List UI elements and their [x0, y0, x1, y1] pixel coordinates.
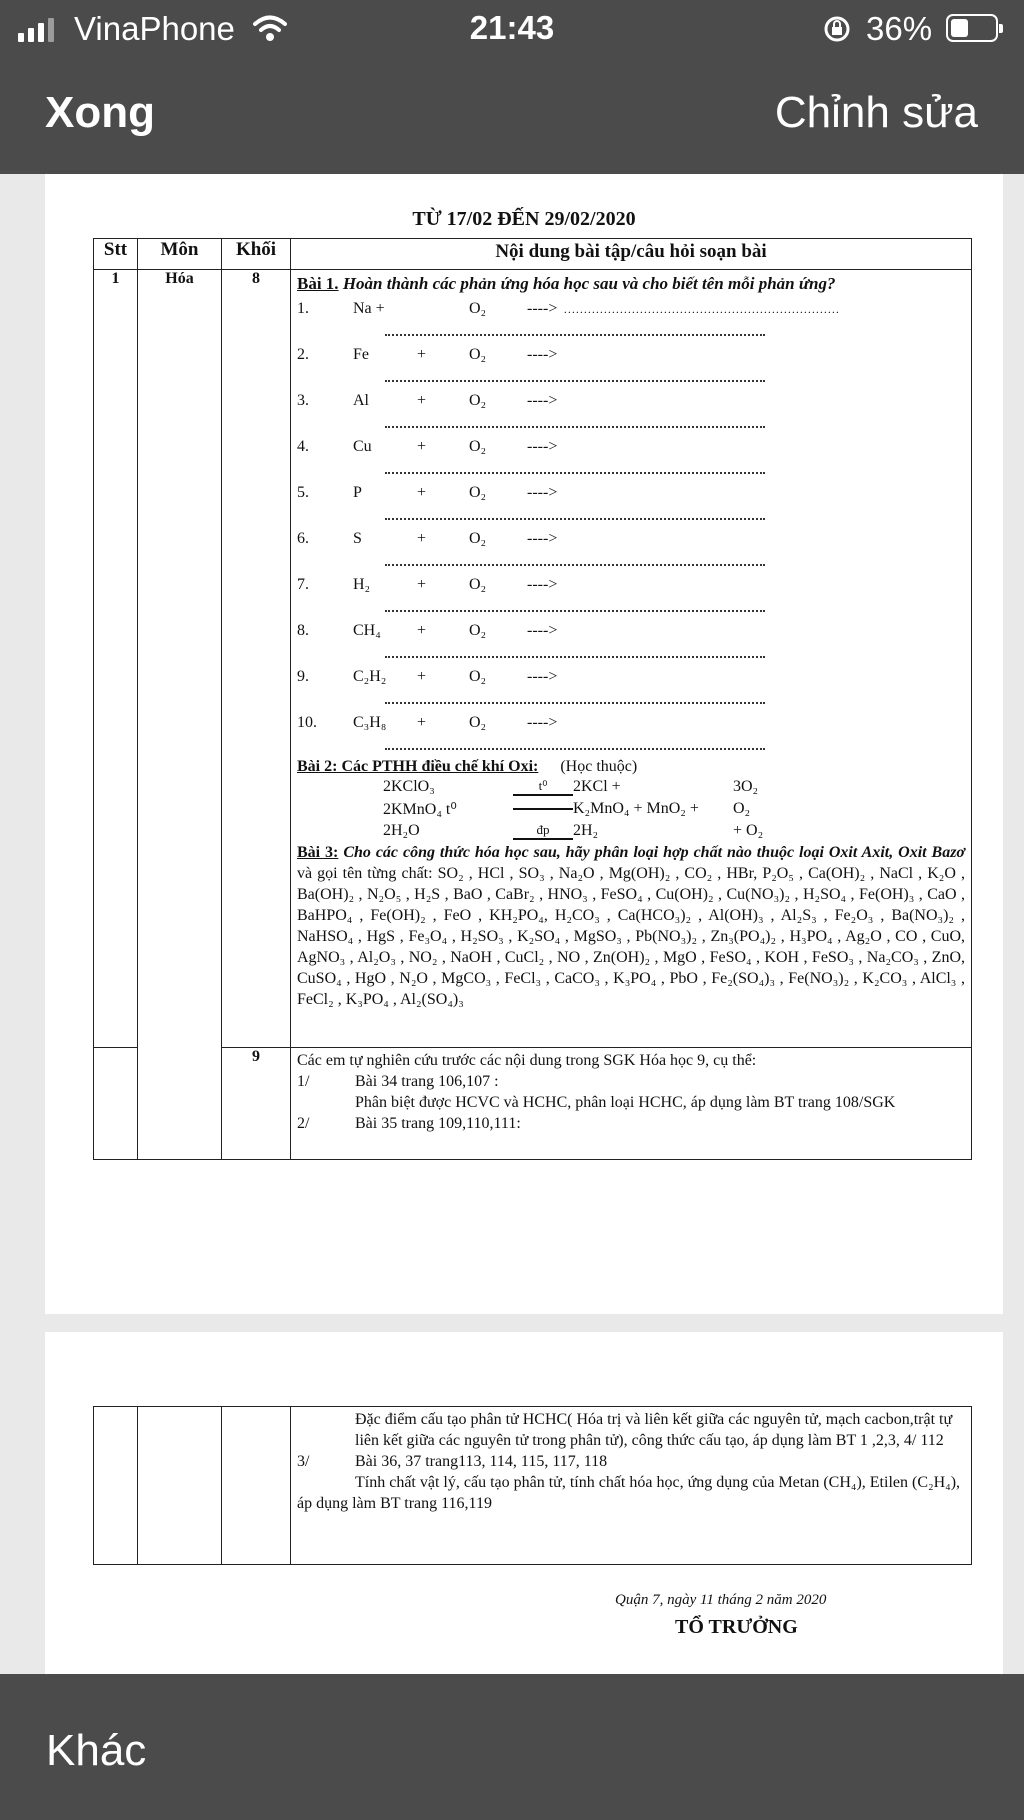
document-page-2	[45, 1332, 1003, 1674]
answer-line	[385, 688, 765, 704]
reaction-row	[297, 298, 965, 320]
reaction-arrow: ---->	[527, 346, 558, 363]
answer-line	[385, 642, 765, 658]
exercise-2-label: Bài 2: Các PTHH điều chế khí Oxi:	[297, 758, 539, 775]
reaction-number: 4.	[297, 438, 309, 455]
reaction-row	[297, 344, 965, 366]
equation-right: 2KCl +	[573, 778, 621, 795]
grade9-item-1	[297, 1071, 965, 1092]
document-viewer[interactable]	[0, 174, 1024, 1674]
cell-empty	[222, 1407, 291, 1565]
reaction-number: 3.	[297, 392, 309, 409]
exercise-3-lead: Cho các công thức hóa học sau, hãy phân loại hợp chất nào thuộc loại Oxit Axit, Oxit Bazơ	[343, 844, 966, 861]
answer-line	[385, 320, 765, 336]
equation-product: + O₂	[733, 822, 764, 839]
reaction-plus: +	[417, 714, 427, 731]
cell-content	[291, 270, 972, 1048]
grade9-item-2	[297, 1113, 965, 1134]
cell-content-9	[291, 1048, 972, 1160]
answer-line	[385, 504, 765, 520]
reaction-oxygen: O₂	[469, 484, 487, 501]
reaction-row	[297, 574, 965, 596]
grade9-intro: Các em tự nghiên cứu trước các nội dung trong SGK Hóa học 9, cụ thể:	[297, 1052, 757, 1069]
answer-line	[385, 458, 765, 474]
equation-condition: t⁰	[513, 778, 573, 796]
signature-place-date: Quận 7, ngày 11 tháng 2 năm 2020	[615, 1592, 827, 1608]
header-khoi: Khối	[222, 239, 291, 270]
item-3-description: Tính chất vật lý, cấu tạo phân tử, tính chất hóa học, ứng dụng của Metan (CH₄), Etilen (C₂H₄), áp dụng làm BT trang 116,119	[297, 1474, 961, 1512]
answer-line	[385, 366, 765, 382]
reaction-plus: +	[417, 346, 427, 363]
equation-product: O₂	[733, 800, 751, 817]
equation-row	[383, 820, 965, 842]
item-2-number: 2/	[297, 1115, 310, 1132]
reaction-plus: +	[417, 576, 427, 593]
equation-condition	[513, 808, 573, 810]
header-mon: Môn	[138, 239, 222, 270]
reaction-arrow: ---->	[527, 438, 558, 455]
reaction-plus: +	[417, 622, 427, 639]
reaction-arrow: ---->	[527, 300, 558, 317]
reaction-row	[297, 436, 965, 458]
answer-line	[385, 734, 765, 750]
reaction-oxygen: O₂	[469, 576, 487, 593]
reaction-reactant: Al	[353, 392, 369, 409]
equation-product: 3O₂	[733, 778, 759, 795]
item-2-description: Đặc điểm cấu tạo phân tử HCHC( Hóa trị và liên kết giữa các nguyên tử, mạch cacbon,trật tự liên kết giữa các nguyên tử trong phân tử), công thức cấu tạo, áp dụng làm BT 1 ,2,3, 4/ 112	[355, 1411, 953, 1449]
signature-title: TỔ TRƯỞNG	[675, 1616, 798, 1638]
reaction-number: 5.	[297, 484, 309, 501]
reaction-oxygen: O₂	[469, 392, 487, 409]
reaction-oxygen: O₂	[469, 622, 487, 639]
reaction-arrow: ---->	[527, 484, 558, 501]
reaction-number: 7.	[297, 576, 309, 593]
grade9-item-3	[297, 1451, 965, 1472]
answer-line	[385, 412, 765, 428]
reaction-oxygen: O₂	[469, 530, 487, 547]
reaction-reactant: P	[353, 484, 362, 501]
exercise-3	[297, 842, 965, 1010]
carrier-name: VinaPhone	[74, 10, 235, 47]
cell-mon: Hóa	[138, 270, 222, 1160]
reaction-blank: ……………………………………………………………	[563, 301, 840, 316]
item-1-title: Bài 34 trang 106,107 :	[355, 1073, 499, 1090]
table-row	[94, 270, 972, 1048]
exercise-1-title	[297, 274, 965, 294]
battery-icon	[946, 14, 998, 42]
reaction-oxygen: O₂	[469, 300, 487, 317]
exercise-2-title	[297, 758, 965, 776]
cell-content-continued	[291, 1407, 972, 1565]
reaction-plus: +	[417, 484, 427, 501]
item-1-description: Phân biệt được HCVC và HCHC, phân loại HCHC, áp dụng làm BT trang 108/SGK	[355, 1094, 896, 1111]
table-row	[94, 1048, 972, 1160]
reaction-reactant: Fe	[353, 346, 369, 363]
equation-row	[383, 776, 965, 798]
reaction-plus: +	[417, 438, 427, 455]
orientation-lock-icon	[822, 14, 852, 44]
reaction-number: 10.	[297, 714, 317, 731]
battery-percentage: 36%	[866, 10, 933, 47]
reaction-number: 2.	[297, 346, 309, 363]
cell-khoi-9: 9	[222, 1048, 291, 1160]
equation-left: 2H₂O	[383, 822, 420, 839]
reaction-arrow: ---->	[527, 576, 558, 593]
cell-stt: 1	[94, 270, 138, 1048]
homework-table-continued	[93, 1406, 972, 1565]
reaction-reactant: C₃H₈	[353, 714, 387, 731]
equation-row	[383, 798, 965, 820]
reaction-reactant: S	[353, 530, 362, 547]
reaction-arrow: ---->	[527, 392, 558, 409]
reaction-number: 1.	[297, 300, 309, 317]
document-page-1	[45, 174, 1003, 1314]
cell-empty	[138, 1407, 222, 1565]
item-3-number: 3/	[297, 1453, 310, 1470]
cell-khoi: 8	[222, 270, 291, 1048]
other-button[interactable]: Khác	[46, 1726, 147, 1775]
reaction-arrow: ---->	[527, 714, 558, 731]
reaction-oxygen: O₂	[469, 668, 487, 685]
table-row	[94, 1407, 972, 1565]
reaction-list	[297, 298, 965, 750]
reaction-reactant: H₂	[353, 576, 371, 593]
bottom-toolbar	[0, 1674, 1024, 1820]
reaction-row	[297, 390, 965, 412]
homework-table	[93, 238, 972, 1160]
done-button[interactable]: Xong	[45, 88, 155, 137]
status-bar	[0, 0, 1024, 58]
reaction-oxygen: O₂	[469, 346, 487, 363]
exercise-1-text: Hoàn thành các phản ứng hóa học sau và cho biết tên mỗi phản ứng?	[342, 274, 836, 293]
answer-line	[385, 550, 765, 566]
reaction-arrow: ---->	[527, 668, 558, 685]
top-navigation-bar	[0, 0, 1024, 174]
reaction-row	[297, 528, 965, 550]
reaction-oxygen: O₂	[469, 438, 487, 455]
exercise-3-text: và gọi tên từng chất: SO₂ , HCl , SO₃ , Na₂O , Mg(OH)₂ , CO₂ , HBr, P₂O₅ , Ca(OH)₂ , NaCl , K₂O , Ba(OH)₂ , N₂O₅ , H₂S , BaO , CaBr₂ , HNO₃ , FeSO₄ , Cu(OH)₂ , Cu(NO₃)₂ , H₂SO₄ , Fe(OH)₃ , CaO , BaHPO₄ , Fe(OH)₂ , FeO , KH₂PO₄, H₂CO₃ , Ca(HCO₃)₂ , Al(OH)₃ , Al₂S₃ , Fe₂O₃ , Ba(NO₃)₂ , NaHSO₄ , HgS , Fe₃O₄ , H₂SO₃ , K₂SO₄ , MgSO₃ , Pb(NO₃)₂ , Zn₃(PO₄)₂ , H₃PO₄ , Ag₂O , CO , CuO, AgNO₃ , Al₂O₃ , NO₂ , NaOH , CuCl₂ , NO , Zn(OH)₂ , MgO , FeSO₄ , KOH , FeSO₃ , Na₂CO₃ , ZnO, CuSO₄ , HgO , N₂O , MgCO₃ , FeCl₃ , CaCO₃ , K₃PO₄ , PbO , Fe₂(SO₄)₃ , Fe(NO₃)₂ , K₂CO₃ , AlCl₃ , FeCl₂ , K₃PO₄ , Al₂(SO₄)₃	[297, 865, 965, 1008]
reaction-number: 8.	[297, 622, 309, 639]
reaction-plus: +	[417, 530, 427, 547]
answer-line	[385, 596, 765, 612]
reaction-plus: +	[417, 668, 427, 685]
reaction-row	[297, 482, 965, 504]
equation-right: 2H₂	[573, 822, 599, 839]
item-1-number: 1/	[297, 1073, 310, 1090]
cell-empty	[94, 1407, 138, 1565]
exercise-1-label: Bài 1.	[297, 274, 339, 293]
header-content: Nội dung bài tập/câu hỏi soạn bài	[291, 239, 972, 270]
reaction-reactant: Cu	[353, 438, 372, 455]
exercise-3-label: Bài 3:	[297, 844, 339, 861]
reaction-number: 9.	[297, 668, 309, 685]
exercise-2-note: (Học thuộc)	[560, 758, 638, 775]
document-heading: TỪ 17/02 ĐẾN 29/02/2020	[412, 208, 636, 230]
reaction-row	[297, 712, 965, 734]
reaction-row	[297, 666, 965, 688]
clock: 21:43	[469, 9, 555, 46]
equation-left: 2KMnO₄ t⁰	[383, 801, 457, 818]
reaction-reactant: CH₄	[353, 622, 381, 639]
reaction-arrow: ---->	[527, 530, 558, 547]
header-stt: Stt	[94, 239, 138, 270]
equation-left: 2KClO₃	[383, 778, 435, 795]
reaction-oxygen: O₂	[469, 714, 487, 731]
cell-empty	[94, 1048, 138, 1160]
reaction-arrow: ---->	[527, 622, 558, 639]
equation-condition: đp	[513, 822, 573, 840]
equation-list	[383, 776, 965, 842]
reaction-number: 6.	[297, 530, 309, 547]
reaction-reactant: C₂H₂	[353, 668, 387, 685]
table-header-row	[94, 239, 972, 270]
item-3-title: Bài 36, 37 trang113, 114, 115, 117, 118	[355, 1453, 608, 1470]
reaction-row	[297, 620, 965, 642]
item-2-title: Bài 35 trang 109,110,111:	[355, 1115, 521, 1132]
equation-right: K₂MnO₄ + MnO₂ +	[573, 800, 699, 817]
edit-button[interactable]: Chỉnh sửa	[774, 88, 978, 137]
reaction-reactant: Na +	[353, 300, 385, 317]
reaction-plus: +	[417, 392, 427, 409]
